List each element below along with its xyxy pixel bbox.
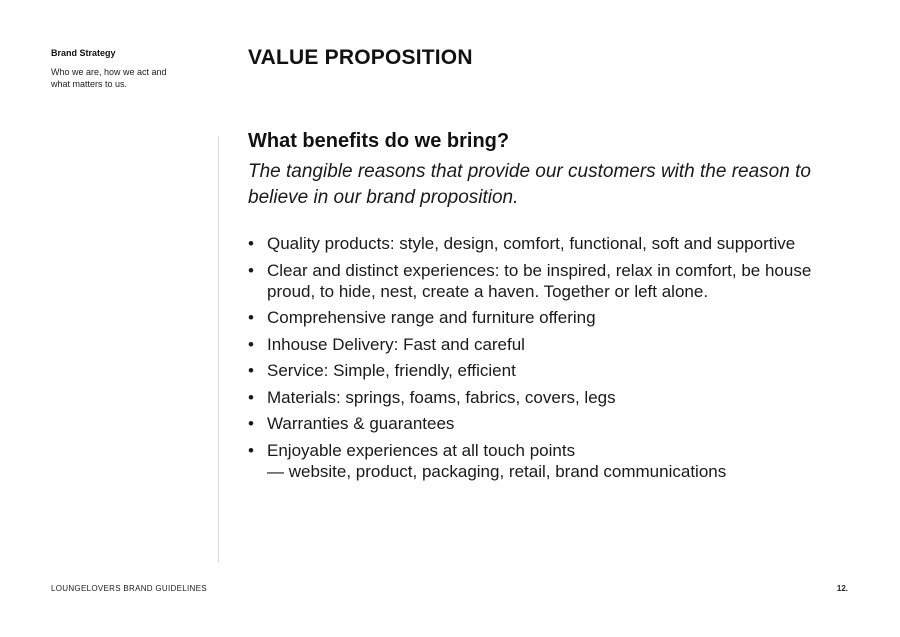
list-item — [248, 387, 848, 408]
benefit-text: Materials: springs, foams, fabrics, covers, legs — [267, 387, 616, 407]
benefit-text: Comprehensive range and furniture offering — [267, 308, 596, 327]
list-item — [248, 260, 848, 302]
sidebar-title: Brand Strategy — [51, 48, 116, 58]
list-item — [248, 440, 848, 482]
benefits-list — [248, 233, 848, 482]
bullet-icon: • — [248, 361, 254, 380]
list-item — [248, 334, 848, 355]
intro-text: The tangible reasons that provide our customers with the reason to believe in our brand proposition. — [248, 161, 811, 208]
benefit-text: Enjoyable experiences at all touch points — website, product, packaging, retail, brand communications — [267, 440, 727, 481]
bullet-icon: • — [248, 414, 254, 433]
question-heading: What benefits do we bring? — [248, 130, 510, 152]
benefit-text: Service: Simple, friendly, efficient — [267, 361, 516, 380]
bullet-icon: • — [248, 234, 254, 253]
list-item — [248, 233, 848, 254]
benefit-text: Clear and distinct experiences: to be inspired, relax in comfort, be house proud, to hide, nest, create a haven. Together or left alone. — [267, 260, 812, 301]
bullet-icon: • — [248, 387, 254, 407]
bullet-icon: • — [248, 334, 254, 354]
list-item — [248, 413, 848, 434]
bullet-icon: • — [248, 440, 254, 460]
footer-brand-label: LOUNGELOVERS BRAND GUIDELINES — [51, 584, 207, 593]
main-content — [248, 130, 848, 487]
section-title: VALUE PROPOSITION — [248, 46, 473, 69]
vertical-divider — [218, 136, 219, 562]
sidebar-description: Who we are, how we act and what matters to us. — [51, 67, 167, 89]
benefit-text: Quality products: style, design, comfort, functional, soft and supportive — [267, 234, 796, 253]
list-item — [248, 307, 848, 328]
page-number: 12. — [836, 584, 848, 593]
bullet-icon: • — [248, 308, 254, 327]
benefit-text: Warranties & guarantees — [267, 414, 455, 433]
sidebar — [51, 48, 191, 90]
bullet-icon: • — [248, 260, 254, 280]
list-item — [248, 360, 848, 381]
benefit-text: Inhouse Delivery: Fast and careful — [267, 334, 525, 354]
